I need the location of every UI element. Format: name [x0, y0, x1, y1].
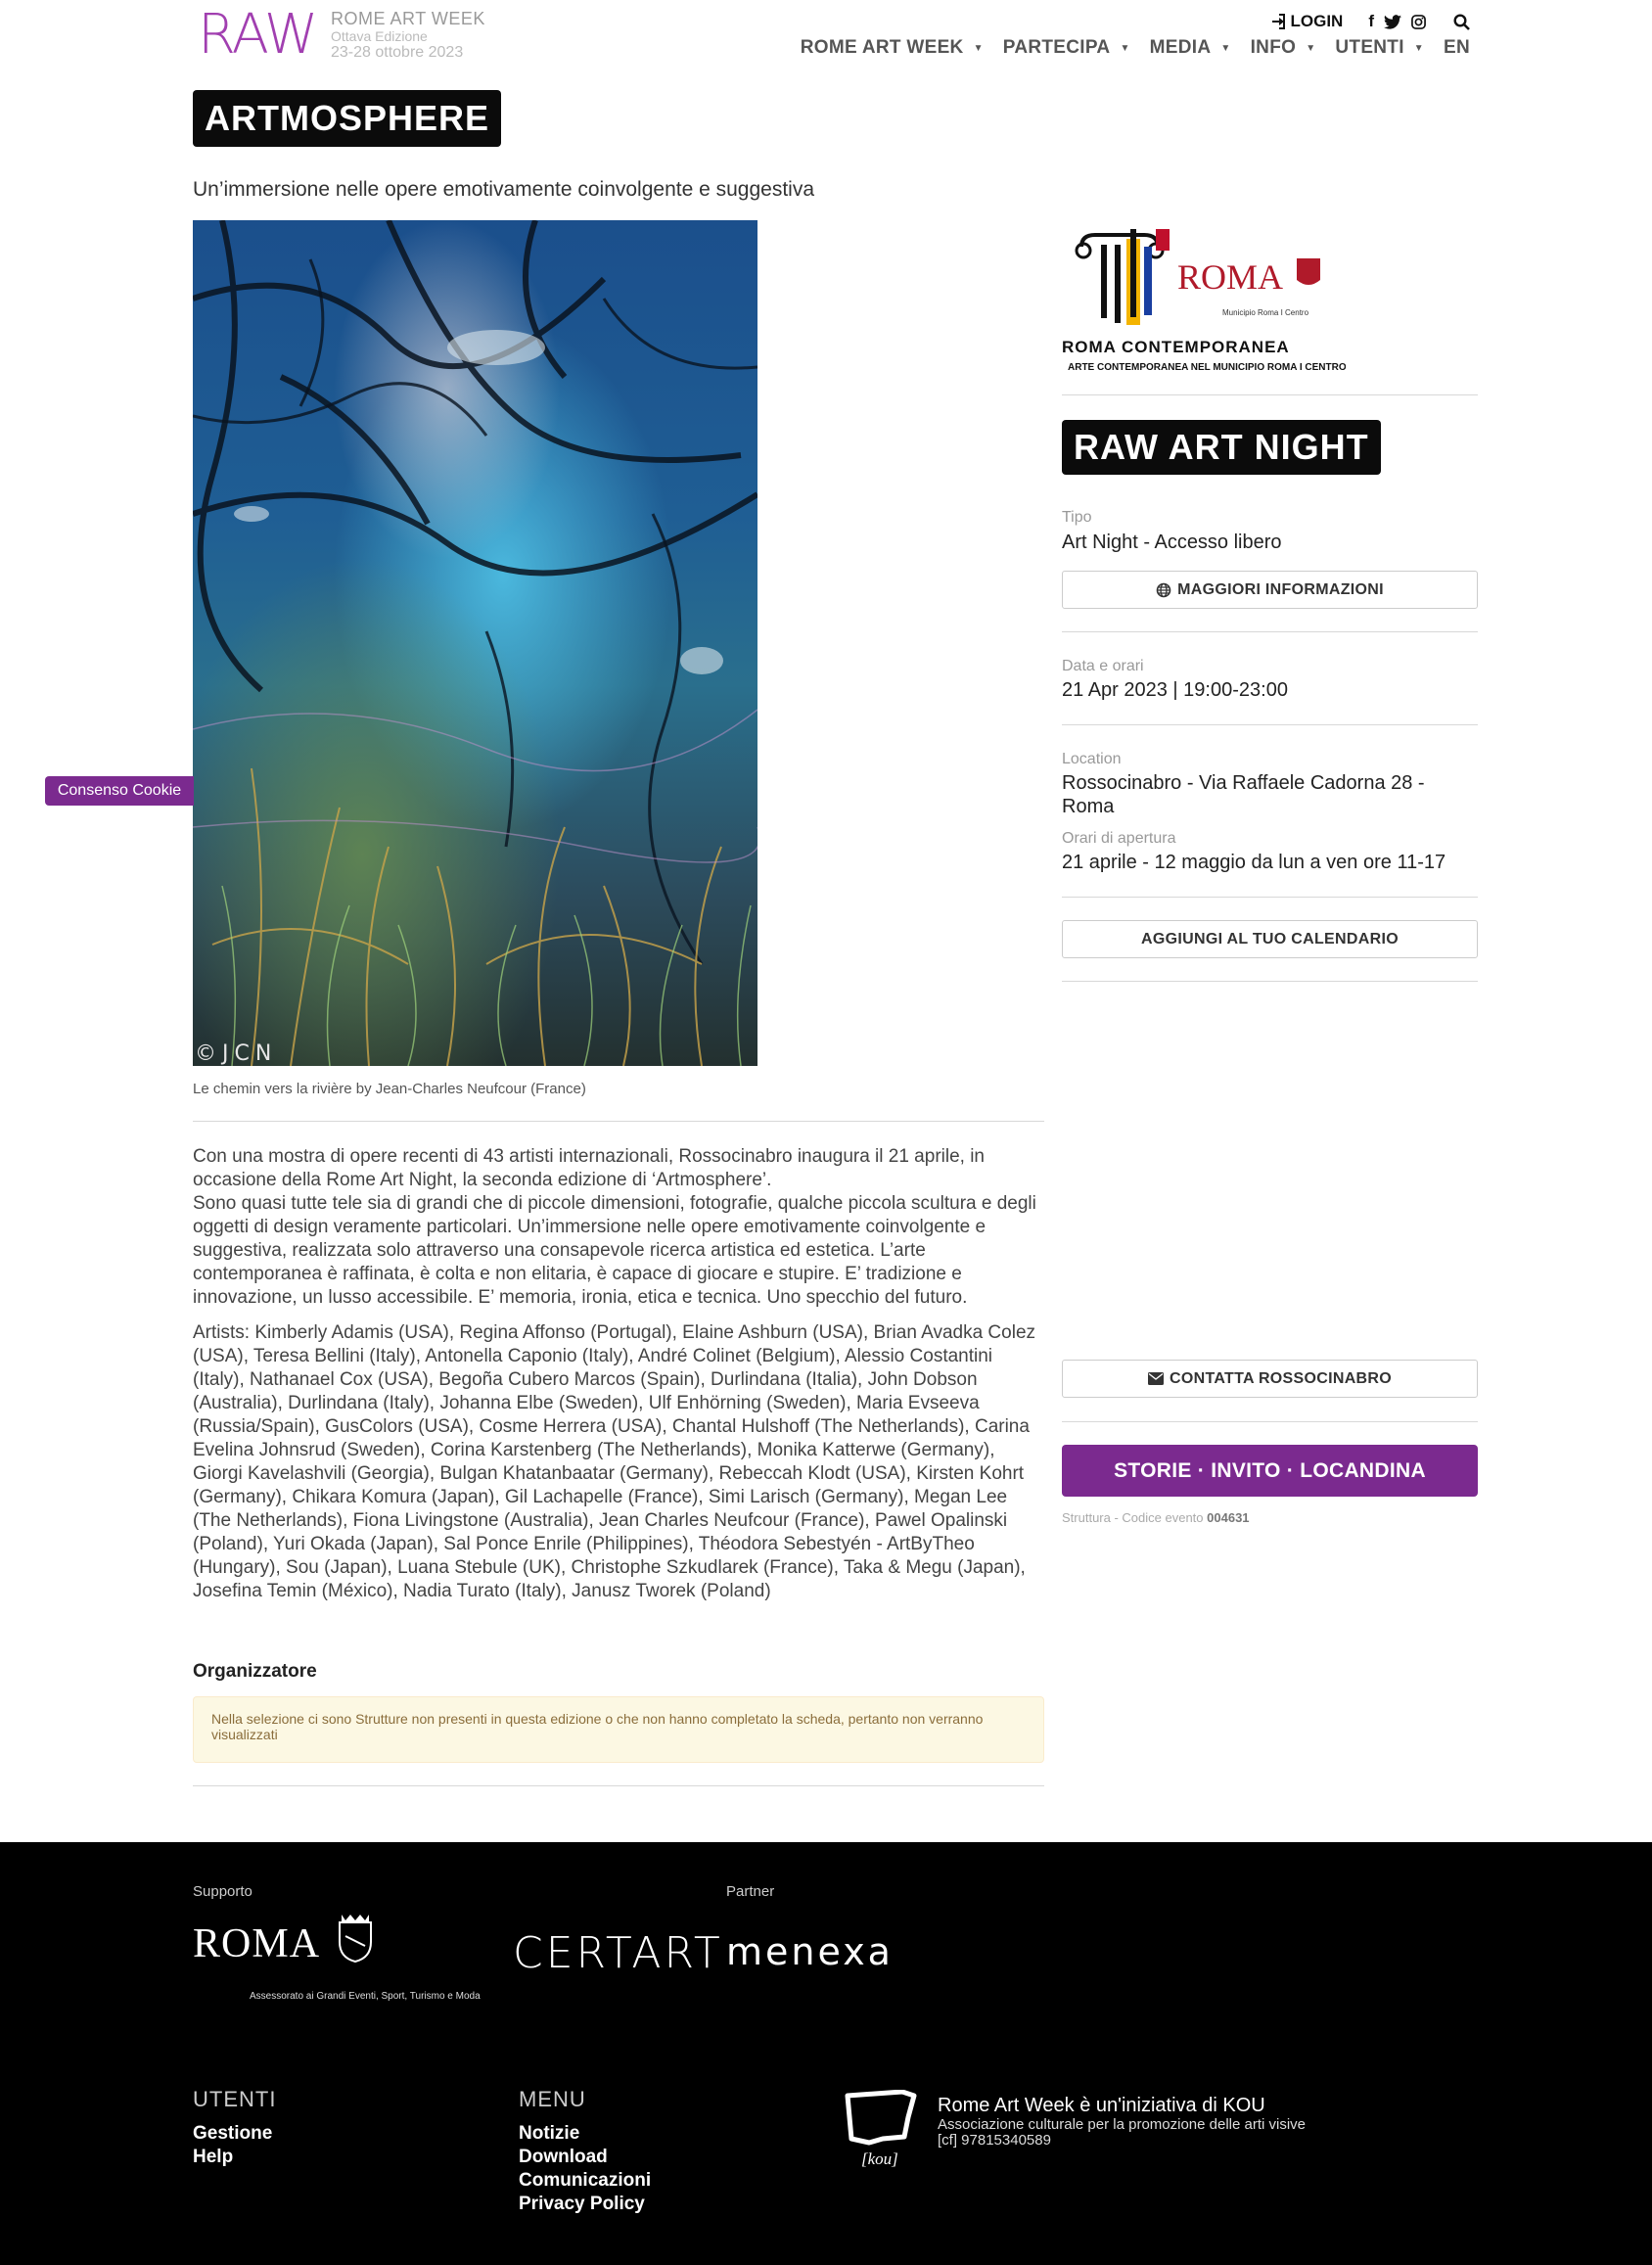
roma-footer-sub: Assessorato ai Grandi Eventi, Sport, Turismo e Moda — [250, 1991, 481, 2002]
add-to-calendar-label: AGGIUNGI AL TUO CALENDARIO — [1141, 930, 1399, 948]
footer-link-download[interactable]: Download — [519, 2147, 608, 2167]
nav-language-en[interactable] — [1444, 37, 1470, 59]
kou-subtitle: Associazione culturale per la promozione delle arti visive — [938, 2116, 1307, 2133]
notice-box: Nella selezione ci sono Strutture non presenti in questa edizione o che non hanno completato la scheda, pertanto non verranno visualizzati — [193, 1696, 1044, 1763]
footer-menu-links — [519, 2122, 651, 2216]
footer-link-help[interactable]: Help — [193, 2147, 234, 2167]
caret-down-icon: ▼ — [1413, 42, 1424, 54]
footer-link-notizie[interactable]: Notizie — [519, 2123, 580, 2144]
kou-info — [938, 2095, 1306, 2149]
support-label: Supporto — [193, 1883, 252, 1900]
footer-link-comunicazioni[interactable]: Comunicazioni — [519, 2170, 652, 2191]
footer-link-gestione[interactable]: Gestione — [193, 2123, 273, 2144]
edition: Ottava Edizione — [331, 27, 428, 44]
nav-rome-art-week[interactable] — [801, 37, 984, 59]
nav-partecipa[interactable] — [1003, 37, 1130, 59]
edition-dates: 23-28 ottobre 2023 — [331, 44, 464, 62]
roma-footer-word: ROMA — [193, 1921, 321, 1966]
more-info-button[interactable] — [1062, 571, 1478, 609]
roma-contemporanea-title: ROMA CONTEMPORANEA — [1062, 338, 1290, 356]
contact-label: CONTATTA ROSSOCINABRO — [1169, 1369, 1393, 1387]
tipo-value: Art Night - Accesso libero — [1062, 532, 1282, 553]
footer-users-links — [193, 2122, 272, 2169]
kou-logo[interactable] — [844, 2090, 918, 2170]
site-name: ROME ART WEEK — [331, 9, 485, 28]
footer-link-privacy-policy[interactable]: Privacy Policy — [519, 2194, 645, 2214]
site-footer — [0, 1842, 1652, 2265]
svg-text:RAW: RAW — [198, 6, 317, 61]
facebook-icon[interactable]: f — [1368, 12, 1374, 30]
event-code — [1062, 1510, 1250, 1525]
footer-menu-heading: MENU — [519, 2087, 586, 2111]
event-code-value: 004631 — [1207, 1510, 1250, 1525]
image-watermark: ©JCN — [195, 1041, 278, 1066]
roma-crest-icon — [336, 1913, 375, 1964]
date-label: Data e orari — [1062, 658, 1144, 674]
roma-contemporanea-logo[interactable] — [1062, 217, 1346, 379]
divider — [1062, 1421, 1478, 1422]
add-to-calendar-button[interactable] — [1062, 920, 1478, 958]
cookie-consent-button[interactable]: Consenso Cookie — [45, 776, 194, 806]
raw-art-night-badge: RAW ART NIGHT — [1062, 420, 1381, 475]
municipio-text: Municipio Roma I Centro — [1222, 308, 1309, 317]
raw-logo[interactable] — [198, 6, 319, 61]
caret-down-icon: ▼ — [1220, 42, 1231, 54]
nav-media[interactable] — [1150, 37, 1231, 59]
nav-utenti[interactable] — [1335, 37, 1424, 59]
main-nav — [781, 37, 1470, 59]
divider — [1062, 981, 1478, 982]
nav-label: EN — [1444, 37, 1470, 58]
menexa-logo[interactable]: menexa — [726, 1930, 894, 1973]
artwork-image[interactable] — [193, 220, 757, 1066]
location-label: Location — [1062, 751, 1122, 767]
caret-down-icon: ▼ — [973, 42, 984, 54]
date-value: 21 Apr 2023 | 19:00-23:00 — [1062, 679, 1288, 701]
divider — [193, 1785, 1044, 1786]
stories-invito-locandina-button[interactable]: STORIE · INVITO · LOCANDINA — [1062, 1445, 1478, 1497]
nav-info[interactable] — [1251, 37, 1316, 59]
event-code-prefix: Struttura - Codice evento — [1062, 1510, 1204, 1525]
nav-label: MEDIA — [1149, 37, 1212, 58]
divider — [193, 1121, 1044, 1122]
description-text: Con una mostra di opere recenti di 43 artisti internazionali, Rossocinabro inaugura il 21 aprile, in occasione della Rome Art Night, la seconda edizione di ‘Artmosphere’. Sono quasi tutte tele sia di grandi che di piccole dimensioni, fotografie, qualche piccola scultura e degli oggetti di design veramente particolari. Un’immersione nelle opere emotivamente coinvolgente e suggestiva, realizzata solo attraverso una consapevole ricerca artistica ed estetica. L’arte contemporanea è raffinata, è colta e non elitaria, è capace di giocare e stupire. E’ tradizione e innovazione, un lusso accessibile. E’ memoria, ironia, etica e tecnica. Uno specchio del futuro. — [193, 1146, 1036, 1308]
image-caption: Le chemin vers la rivière by Jean-Charles Neufcour (France) — [193, 1081, 586, 1097]
roma-word: ROMA — [1177, 257, 1284, 297]
certart-logo[interactable]: CERTART — [513, 1928, 723, 1978]
event-subtitle: Un’immersione nelle opere emotivamente coinvolgente e suggestiva — [193, 178, 815, 201]
divider — [1062, 724, 1478, 725]
nav-label: ROME ART WEEK — [800, 37, 964, 58]
login-label: LOGIN — [1290, 12, 1344, 30]
nav-label: INFO — [1250, 37, 1297, 58]
globe-icon — [1156, 582, 1171, 598]
hours-label: Orari di apertura — [1062, 830, 1176, 847]
event-title: ARTMOSPHERE — [193, 90, 501, 147]
more-info-label: MAGGIORI INFORMAZIONI — [1177, 580, 1384, 598]
caret-down-icon: ▼ — [1306, 42, 1316, 54]
sign-in-icon — [1270, 14, 1286, 29]
roma-contemporanea-subtitle: ARTE CONTEMPORANEA NEL MUNICIPIO ROMA I CENTRO — [1068, 362, 1346, 373]
tipo-label: Tipo — [1062, 509, 1092, 526]
caret-down-icon: ▼ — [1120, 42, 1130, 54]
hours-value: 21 aprile - 12 maggio da lun a ven ore 11-17 — [1062, 852, 1446, 873]
kou-cf: [cf] 97815340589 — [938, 2132, 1051, 2149]
nav-label: PARTECIPA — [1002, 37, 1111, 58]
kou-caption: [kou] — [861, 2149, 898, 2168]
artists-list: Artists: Kimberly Adamis (USA), Regina Affonso (Portugal), Elaine Ashburn (USA), Brian Avadka Colez (USA), Teresa Bellini (Italy), Antonella Caponio (Italy), André Colinet (Belgium), Alessio Costantini (Italy), Nathanael Cox (USA), Begoña Cubero Marcos (Spain), Durlindana (Italia), John Dobson (Australia), Durlindana (Italy), Johanna Elbe (Sweden), Ulf Enhörning (Sweden), Maria Evseeva (Russia/Spain), GusColors (USA), Cosme Herrera (USA), Chantal Hulshoff (The Netherlands), Carina Evelina Johnsrud (Sweden), Corina Karstenberg (The Netherlands), Monika Katterwe (Germany), Giorgi Kavelashvili (Georgia), Bulgan Khatanbaatar (Germany), Rebeccah Klodt (USA), Kirsten Kohrt (Germany), Chikara Komura (Japan), Gil Lachapelle (France), Simi Larisch (Germany), Megan Lee (The Netherlands), Fiona Livingstone (Australia), Jean Charles Neufcour (France), Pawel Opalinski (Poland), Yuri Okada (Japan), Sal Ponce Enrile (Philippines), Théodora Sebestyén - ArtByTheo (Hungary), Sou (Japan), Luana Stebule (UK), Christophe Szkudlarek (France), Taka & Megu (Japan), Josefina Temin (México), Nadia Turato (Italy), Janusz Tworek (Poland) — [193, 1322, 1036, 1601]
roma-support-logo[interactable] — [193, 1920, 481, 2002]
organizer-heading: Organizzatore — [193, 1661, 317, 1682]
nav-label: UTENTI — [1335, 37, 1404, 58]
envelope-icon — [1148, 1372, 1164, 1385]
twitter-icon[interactable] — [1384, 15, 1401, 29]
site-edition-info — [331, 10, 485, 62]
location-value: Rossocinabro - Via Raffaele Cadorna 28 - Roma — [1062, 772, 1425, 817]
top-utilities — [1270, 12, 1470, 31]
partner-label: Partner — [726, 1883, 775, 1900]
instagram-icon[interactable] — [1411, 15, 1426, 29]
search-icon[interactable] — [1453, 14, 1470, 30]
event-description — [193, 1145, 1046, 1615]
divider — [1062, 631, 1478, 632]
footer-users-heading: UTENTI — [193, 2087, 277, 2111]
login-link[interactable] — [1270, 12, 1343, 31]
divider — [1062, 897, 1478, 898]
kou-title: Rome Art Week è un'iniziativa di KOU — [938, 2095, 1265, 2116]
contact-button[interactable] — [1062, 1360, 1478, 1398]
divider — [1062, 394, 1478, 395]
site-header — [0, 0, 1652, 78]
